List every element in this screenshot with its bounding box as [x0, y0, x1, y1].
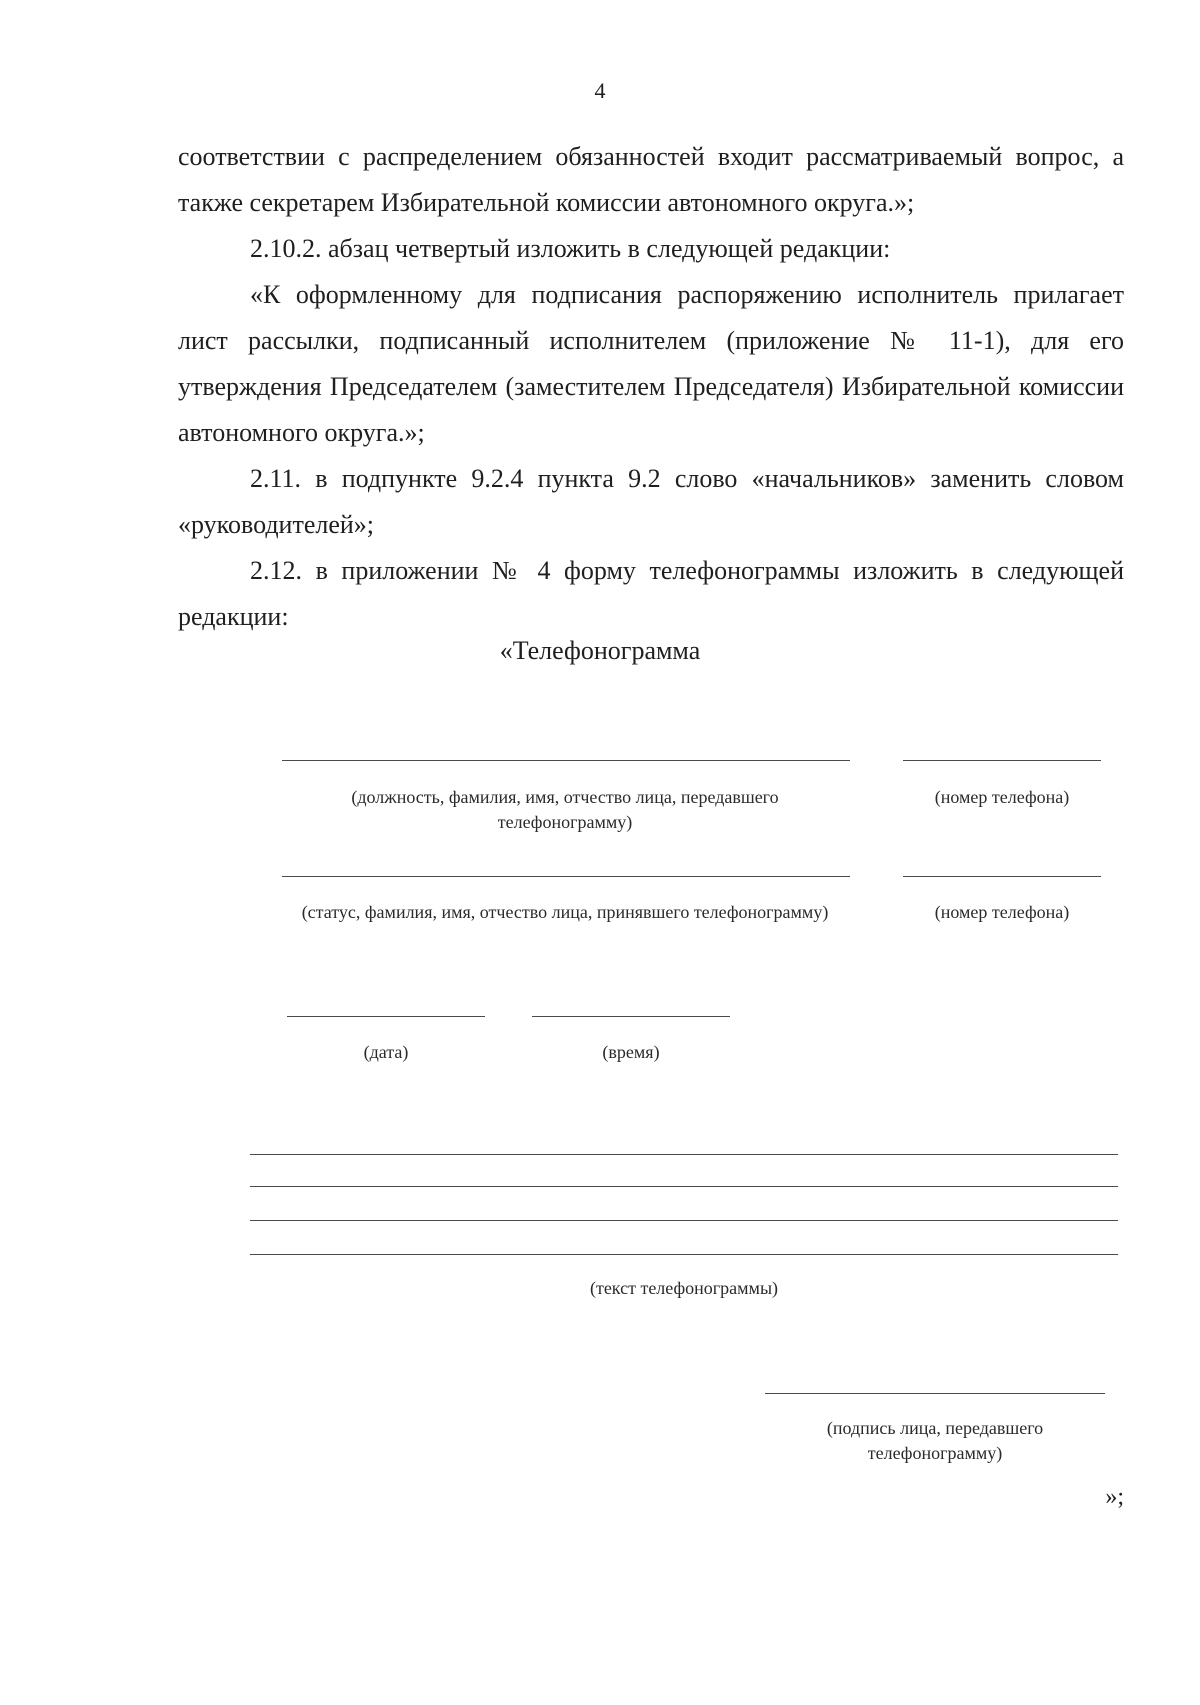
receiver-phone-caption: (номер телефона) [934, 902, 1070, 922]
text-caption: (текст телефонограммы) [589, 1278, 779, 1298]
body-text [178, 134, 1124, 640]
signature-line [765, 1393, 1105, 1394]
time-line [532, 1016, 730, 1017]
paragraph-2-12: 2.12. в приложении № 4 форму телефонограммы изложить в следующей редакции: [178, 556, 1124, 631]
closing-mark: »; [1105, 1484, 1124, 1510]
text-line [250, 1254, 1118, 1255]
sender-phone-line [903, 760, 1101, 761]
paragraph-continuation: соответствии с распределением обязанностей входит рассматриваемый вопрос, а также секретарем Избирательной комиссии автономного округа.»; [178, 142, 1124, 217]
sender-caption: (должность, фамилия, имя, отчество лица, передавшего телефонограмму) [351, 787, 779, 832]
paragraph-2-11: 2.11. в подпункте 9.2.4 пункта 9.2 слово «начальников» заменить словом «руководителей»; [178, 464, 1124, 539]
text-line [250, 1220, 1118, 1221]
receiver-caption: (статус, фамилия, имя, отчество лица, принявшего телефонограмму) [301, 902, 829, 922]
date-line [287, 1016, 485, 1017]
text-line [250, 1154, 1118, 1155]
receiver-phone-line [903, 876, 1101, 877]
receiver-line [282, 876, 850, 877]
sender-phone-caption: (номер телефона) [934, 787, 1070, 807]
date-caption: (дата) [363, 1042, 409, 1062]
text-line [250, 1186, 1118, 1187]
sender-line [282, 760, 850, 761]
form-title: «Телефонограмма [499, 636, 701, 665]
paragraph-quote: «К оформленному для подписания распоряжению исполнитель прилагает лист рассылки, подписанный исполнителем (приложение № 11-1), для его утверждения Председателем (заместителем Председателя) Избирательной комиссии автономного округа.»; [178, 280, 1124, 447]
page-number: 4 [594, 78, 606, 103]
paragraph-2-10-2: 2.10.2. абзац четвертый изложить в следующей редакции: [250, 234, 891, 263]
time-caption: (время) [602, 1042, 660, 1062]
signature-caption: (подпись лица, передавшего телефонограмму) [826, 1418, 1044, 1463]
